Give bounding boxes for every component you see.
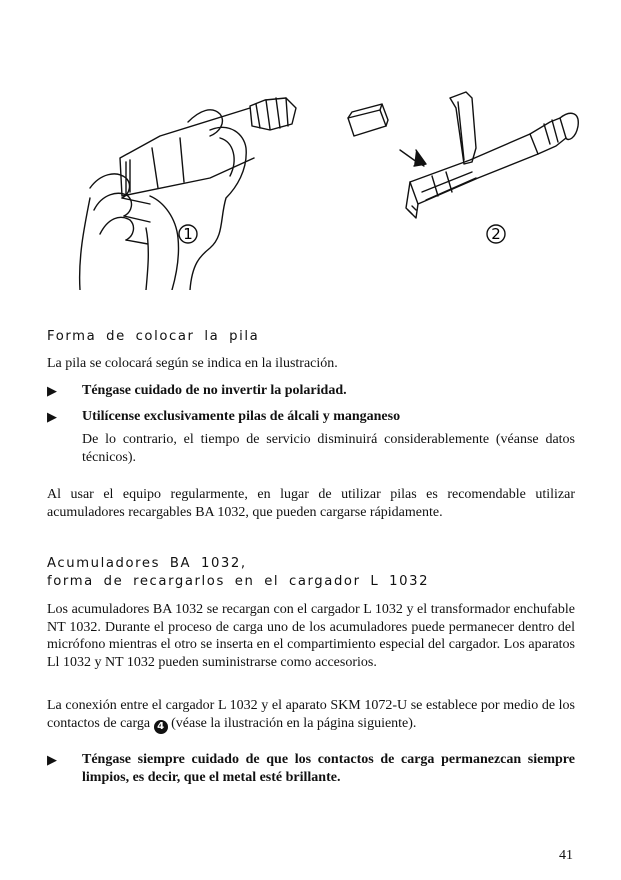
charge-contact-marker: 4 <box>154 720 168 734</box>
contacts-text-after: (véase la ilustración en la página siguiente). <box>171 715 417 731</box>
bullet-clean-contacts-text: Téngase siempre cuidado de que los contactos de carga permanezcan siempre limpios, es decir, que el metal esté brillante. <box>82 752 575 785</box>
contacts-text-before: La conexión entre el cargador L 1032 y el aparato SKM 1072-U se establece por medio de los contactos de carga <box>47 698 575 731</box>
step-1-drawing <box>80 98 296 290</box>
step-1-label: 1 <box>183 225 193 243</box>
step-2-label: 2 <box>491 225 501 243</box>
section-heading-accumulators-line1: Acumuladores BA 1032, <box>47 556 247 571</box>
battery-insertion-illustration <box>60 78 580 290</box>
step-2-drawing <box>348 92 578 218</box>
page-number: 41 <box>559 848 573 863</box>
charging-paragraph: Los acumuladores BA 1032 se recargan con el cargador L 1032 y el transformador enchufable NT 1032. Durante el proceso de carga uno de los acumuladores puede permanecer dentro del micrófono mientras el otro se inserta en el compartimiento especial del cargador. Los aparatos Ll 1032 y NT 1032 pueden suministrarse como accesorios. <box>47 602 575 670</box>
section-heading-battery: Forma de colocar la pila <box>47 329 260 344</box>
intro-paragraph: La pila se colocará según se indica en la ilustración. <box>47 356 338 371</box>
bullet-marker: ▶ <box>47 752 57 767</box>
bullet-alkaline-detail: De lo contrario, el tiempo de servicio disminuirá considerablemente (véanse datos técnicos). <box>82 432 575 465</box>
contacts-paragraph <box>47 697 575 734</box>
section-heading-accumulators-line2: forma de recargarlos en el cargador L 1032 <box>47 574 430 589</box>
rechargeable-paragraph: Al usar el equipo regularmente, en lugar de utilizar pilas es recomendable utilizar acumuladores recargables BA 1032, que pueden cargarse rápidamente. <box>47 487 575 520</box>
bullet-marker: ▶ <box>47 409 57 424</box>
bullet-alkaline-text: Utilícense exclusivamente pilas de álcali y manganeso <box>82 409 401 424</box>
bullet-marker: ▶ <box>47 383 57 398</box>
bullet-polarity-text: Téngase cuidado de no invertir la polaridad. <box>82 383 347 398</box>
